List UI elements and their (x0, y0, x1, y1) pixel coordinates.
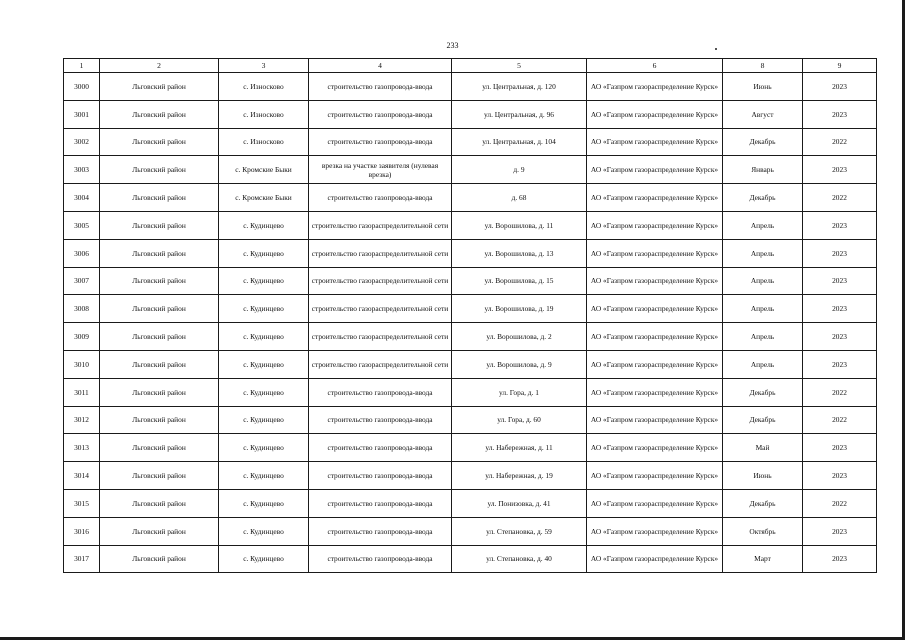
table-row (64, 100, 877, 128)
gasification-schedule-table (63, 58, 877, 573)
district-cell: Льговский район (100, 184, 219, 212)
table-row (64, 517, 877, 545)
row-number-cell: 3004 (64, 184, 100, 212)
table-row (64, 295, 877, 323)
organization-cell: АО «Газпром газораспределение Курск» (587, 489, 723, 517)
row-number-cell: 3013 (64, 434, 100, 462)
table-row (64, 434, 877, 462)
organization-cell: АО «Газпром газораспределение Курск» (587, 295, 723, 323)
row-number-cell: 3016 (64, 517, 100, 545)
address-cell: ул. Ворошилова, д. 9 (452, 350, 587, 378)
month-cell: Март (723, 545, 803, 573)
district-cell: Льговский район (100, 295, 219, 323)
month-cell: Декабрь (723, 184, 803, 212)
settlement-cell: с. Кудинцево (219, 211, 309, 239)
month-cell: Январь (723, 156, 803, 184)
page-number: 233 (446, 41, 459, 50)
organization-cell: АО «Газпром газораспределение Курск» (587, 128, 723, 156)
organization-cell: АО «Газпром газораспределение Курск» (587, 211, 723, 239)
year-cell: 2023 (803, 295, 877, 323)
organization-cell: АО «Газпром газораспределение Курск» (587, 267, 723, 295)
month-cell: Апрель (723, 211, 803, 239)
row-number-cell: 3008 (64, 295, 100, 323)
month-cell: Август (723, 100, 803, 128)
month-cell: Апрель (723, 295, 803, 323)
table-row (64, 211, 877, 239)
table-row (64, 128, 877, 156)
address-cell: ул. Ворошилова, д. 19 (452, 295, 587, 323)
month-cell: Апрель (723, 323, 803, 351)
address-cell: ул. Ворошилова, д. 11 (452, 211, 587, 239)
year-cell: 2022 (803, 184, 877, 212)
district-cell: Льговский район (100, 406, 219, 434)
column-header: 8 (723, 59, 803, 73)
settlement-cell: с. Износково (219, 100, 309, 128)
month-cell: Июнь (723, 73, 803, 101)
organization-cell: АО «Газпром газораспределение Курск» (587, 323, 723, 351)
settlement-cell: с. Кудинцево (219, 406, 309, 434)
table-row (64, 462, 877, 490)
column-header: 2 (100, 59, 219, 73)
month-cell: Декабрь (723, 128, 803, 156)
month-cell: Декабрь (723, 406, 803, 434)
table-row (64, 545, 877, 573)
row-number-cell: 3007 (64, 267, 100, 295)
year-cell: 2023 (803, 323, 877, 351)
table-row (64, 378, 877, 406)
column-header: 5 (452, 59, 587, 73)
settlement-cell: с. Кудинцево (219, 323, 309, 351)
address-cell: ул. Набережная, д. 11 (452, 434, 587, 462)
year-cell: 2023 (803, 517, 877, 545)
work-type-cell: строительство газопровода-ввода (309, 378, 452, 406)
address-cell: ул. Центральная, д. 120 (452, 73, 587, 101)
district-cell: Льговский район (100, 462, 219, 490)
year-cell: 2023 (803, 156, 877, 184)
work-type-cell: строительство газопровода-ввода (309, 100, 452, 128)
row-number-cell: 3010 (64, 350, 100, 378)
settlement-cell: с. Кудинцево (219, 239, 309, 267)
district-cell: Льговский район (100, 545, 219, 573)
column-header: 9 (803, 59, 877, 73)
table-row (64, 267, 877, 295)
work-type-cell: строительство газопровода-ввода (309, 545, 452, 573)
settlement-cell: с. Кудинцево (219, 517, 309, 545)
district-cell: Льговский район (100, 350, 219, 378)
year-cell: 2023 (803, 462, 877, 490)
row-number-cell: 3009 (64, 323, 100, 351)
district-cell: Льговский район (100, 73, 219, 101)
district-cell: Льговский район (100, 211, 219, 239)
district-cell: Льговский район (100, 156, 219, 184)
month-cell: Май (723, 434, 803, 462)
district-cell: Льговский район (100, 517, 219, 545)
table-row (64, 239, 877, 267)
settlement-cell: с. Кромские Быки (219, 184, 309, 212)
settlement-cell: с. Кромские Быки (219, 156, 309, 184)
work-type-cell: строительство газопровода-ввода (309, 73, 452, 101)
row-number-cell: 3005 (64, 211, 100, 239)
year-cell: 2023 (803, 211, 877, 239)
organization-cell: АО «Газпром газораспределение Курск» (587, 545, 723, 573)
table-row (64, 156, 877, 184)
settlement-cell: с. Кудинцево (219, 350, 309, 378)
organization-cell: АО «Газпром газораспределение Курск» (587, 184, 723, 212)
work-type-cell: строительство газопровода-ввода (309, 128, 452, 156)
row-number-cell: 3017 (64, 545, 100, 573)
address-cell: ул. Гора, д. 60 (452, 406, 587, 434)
work-type-cell: строительство газопровода-ввода (309, 184, 452, 212)
work-type-cell: строительство газораспределительной сети (309, 239, 452, 267)
table-row (64, 406, 877, 434)
column-header: 3 (219, 59, 309, 73)
month-cell: Апрель (723, 239, 803, 267)
table-row (64, 323, 877, 351)
organization-cell: АО «Газпром газораспределение Курск» (587, 406, 723, 434)
month-cell: Июнь (723, 462, 803, 490)
district-cell: Льговский район (100, 434, 219, 462)
month-cell: Октябрь (723, 517, 803, 545)
table-row (64, 73, 877, 101)
row-number-cell: 3000 (64, 73, 100, 101)
row-number-cell: 3006 (64, 239, 100, 267)
organization-cell: АО «Газпром газораспределение Курск» (587, 73, 723, 101)
column-header: 1 (64, 59, 100, 73)
settlement-cell: с. Кудинцево (219, 295, 309, 323)
table-row (64, 184, 877, 212)
row-number-cell: 3002 (64, 128, 100, 156)
work-type-cell: врезка на участке заявителя (нулевая врезка) (309, 156, 452, 184)
address-cell: ул. Гора, д. 1 (452, 378, 587, 406)
month-cell: Декабрь (723, 378, 803, 406)
month-cell: Апрель (723, 267, 803, 295)
row-number-cell: 3001 (64, 100, 100, 128)
address-cell: ул. Степановка, д. 40 (452, 545, 587, 573)
year-cell: 2023 (803, 267, 877, 295)
column-header: 6 (587, 59, 723, 73)
work-type-cell: строительство газораспределительной сети (309, 295, 452, 323)
year-cell: 2023 (803, 350, 877, 378)
table-body (64, 73, 877, 573)
work-type-cell: строительство газораспределительной сети (309, 267, 452, 295)
organization-cell: АО «Газпром газораспределение Курск» (587, 156, 723, 184)
year-cell: 2023 (803, 434, 877, 462)
organization-cell: АО «Газпром газораспределение Курск» (587, 239, 723, 267)
settlement-cell: с. Кудинцево (219, 267, 309, 295)
year-cell: 2022 (803, 378, 877, 406)
address-cell: ул. Центральная, д. 104 (452, 128, 587, 156)
work-type-cell: строительство газопровода-ввода (309, 406, 452, 434)
header-row (64, 59, 877, 73)
table-row (64, 350, 877, 378)
organization-cell: АО «Газпром газораспределение Курск» (587, 434, 723, 462)
settlement-cell: с. Кудинцево (219, 545, 309, 573)
district-cell: Льговский район (100, 100, 219, 128)
settlement-cell: с. Кудинцево (219, 378, 309, 406)
address-cell: ул. Понизовка, д. 41 (452, 489, 587, 517)
year-cell: 2022 (803, 406, 877, 434)
row-number-cell: 3011 (64, 378, 100, 406)
district-cell: Льговский район (100, 489, 219, 517)
work-type-cell: строительство газопровода-ввода (309, 434, 452, 462)
address-cell: ул. Степановка, д. 59 (452, 517, 587, 545)
settlement-cell: с. Кудинцево (219, 462, 309, 490)
address-cell: д. 9 (452, 156, 587, 184)
row-number-cell: 3003 (64, 156, 100, 184)
settlement-cell: с. Износково (219, 128, 309, 156)
address-cell: д. 68 (452, 184, 587, 212)
settlement-cell: с. Износково (219, 73, 309, 101)
address-cell: ул. Ворошилова, д. 2 (452, 323, 587, 351)
work-type-cell: строительство газопровода-ввода (309, 517, 452, 545)
settlement-cell: с. Кудинцево (219, 489, 309, 517)
work-type-cell: строительство газораспределительной сети (309, 323, 452, 351)
year-cell: 2022 (803, 128, 877, 156)
settlement-cell: с. Кудинцево (219, 434, 309, 462)
organization-cell: АО «Газпром газораспределение Курск» (587, 462, 723, 490)
column-header: 4 (309, 59, 452, 73)
address-cell: ул. Центральная, д. 96 (452, 100, 587, 128)
address-cell: ул. Ворошилова, д. 15 (452, 267, 587, 295)
table-row (64, 489, 877, 517)
year-cell: 2023 (803, 239, 877, 267)
month-cell: Апрель (723, 350, 803, 378)
year-cell: 2023 (803, 100, 877, 128)
organization-cell: АО «Газпром газораспределение Курск» (587, 517, 723, 545)
row-number-cell: 3014 (64, 462, 100, 490)
district-cell: Льговский район (100, 323, 219, 351)
district-cell: Льговский район (100, 239, 219, 267)
district-cell: Льговский район (100, 267, 219, 295)
address-cell: ул. Набережная, д. 19 (452, 462, 587, 490)
organization-cell: АО «Газпром газораспределение Курск» (587, 350, 723, 378)
organization-cell: АО «Газпром газораспределение Курск» (587, 100, 723, 128)
work-type-cell: строительство газопровода-ввода (309, 489, 452, 517)
district-cell: Льговский район (100, 128, 219, 156)
work-type-cell: строительство газопровода-ввода (309, 462, 452, 490)
year-cell: 2023 (803, 545, 877, 573)
district-cell: Льговский район (100, 378, 219, 406)
work-type-cell: строительство газораспределительной сети (309, 350, 452, 378)
work-type-cell: строительство газораспределительной сети (309, 211, 452, 239)
row-number-cell: 3012 (64, 406, 100, 434)
year-cell: 2023 (803, 73, 877, 101)
row-number-cell: 3015 (64, 489, 100, 517)
organization-cell: АО «Газпром газораспределение Курск» (587, 378, 723, 406)
address-cell: ул. Ворошилова, д. 13 (452, 239, 587, 267)
year-cell: 2022 (803, 489, 877, 517)
month-cell: Декабрь (723, 489, 803, 517)
